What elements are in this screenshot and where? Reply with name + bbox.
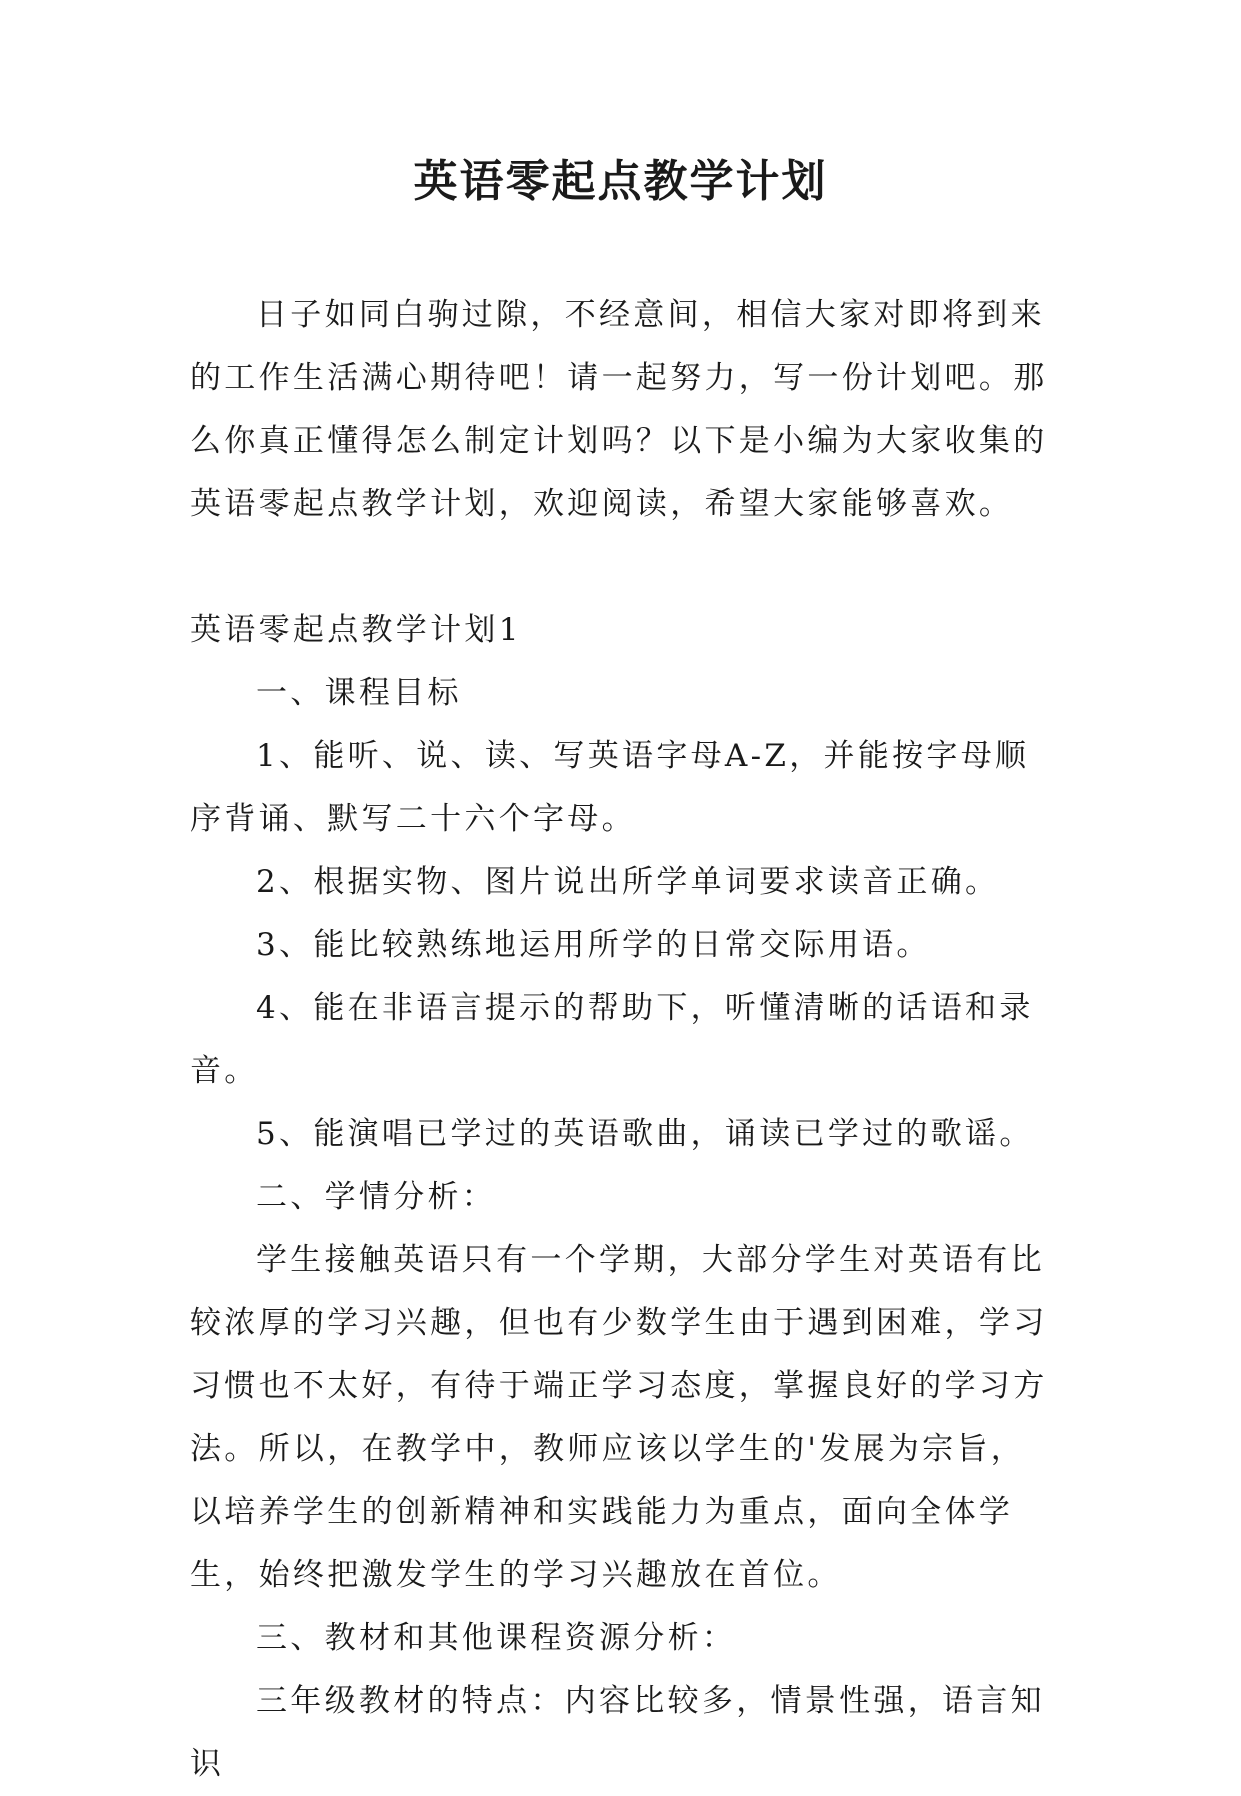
- materials-paragraph: 三年级教材的特点：内容比较多，情景性强，语言知识: [190, 1683, 1045, 1782]
- document-title: 英语零起点教学计划: [413, 156, 828, 207]
- analysis-heading: 二、学情分析：: [256, 1179, 497, 1215]
- goal-item-2: 2、根据实物、图片说出所学单词要求读音正确。: [256, 864, 1000, 900]
- document-body: [190, 284, 1050, 1796]
- goal-item-3: 3、能比较熟练地运用所学的日常交际用语。: [256, 927, 931, 963]
- goal-item-1: 1、能听、说、读、写英语字母A-Z，并能按字母顺序背诵、默写二十六个字母。: [190, 738, 1030, 837]
- analysis-paragraph: 学生接触英语只有一个学期，大部分学生对英语有比较浓厚的学习兴趣，但也有少数学生由于遇到困难，学习习惯也不太好，有待于端正学习态度，掌握良好的学习方法。所以，在教学中，教师应该以学生的'发展为宗旨，以培养学生的创新精神和实践能力为重点，面向全体学生，始终把激发学生的学习兴趣放在首位。: [190, 1242, 1048, 1593]
- course-goals-heading: 一、课程目标: [256, 675, 462, 711]
- goal-item-4: 4、能在非语言提示的帮助下，听懂清晰的话语和录音。: [190, 990, 1034, 1089]
- goal-item-5: 5、能演唱已学过的英语歌曲，诵读已学过的歌谣。: [256, 1116, 1034, 1152]
- paragraph-spacer: [190, 536, 1050, 599]
- materials-heading: 三、教材和其他课程资源分析：: [256, 1620, 737, 1656]
- section-heading: 英语零起点教学计划1: [190, 612, 522, 648]
- intro-paragraph: 日子如同白驹过隙，不经意间，相信大家对即将到来的工作生活满心期待吧！请一起努力，写一份计划吧。那么你真正懂得怎么制定计划吗？以下是小编为大家收集的英语零起点教学计划，欢迎阅读，希望大家能够喜欢。: [190, 297, 1048, 522]
